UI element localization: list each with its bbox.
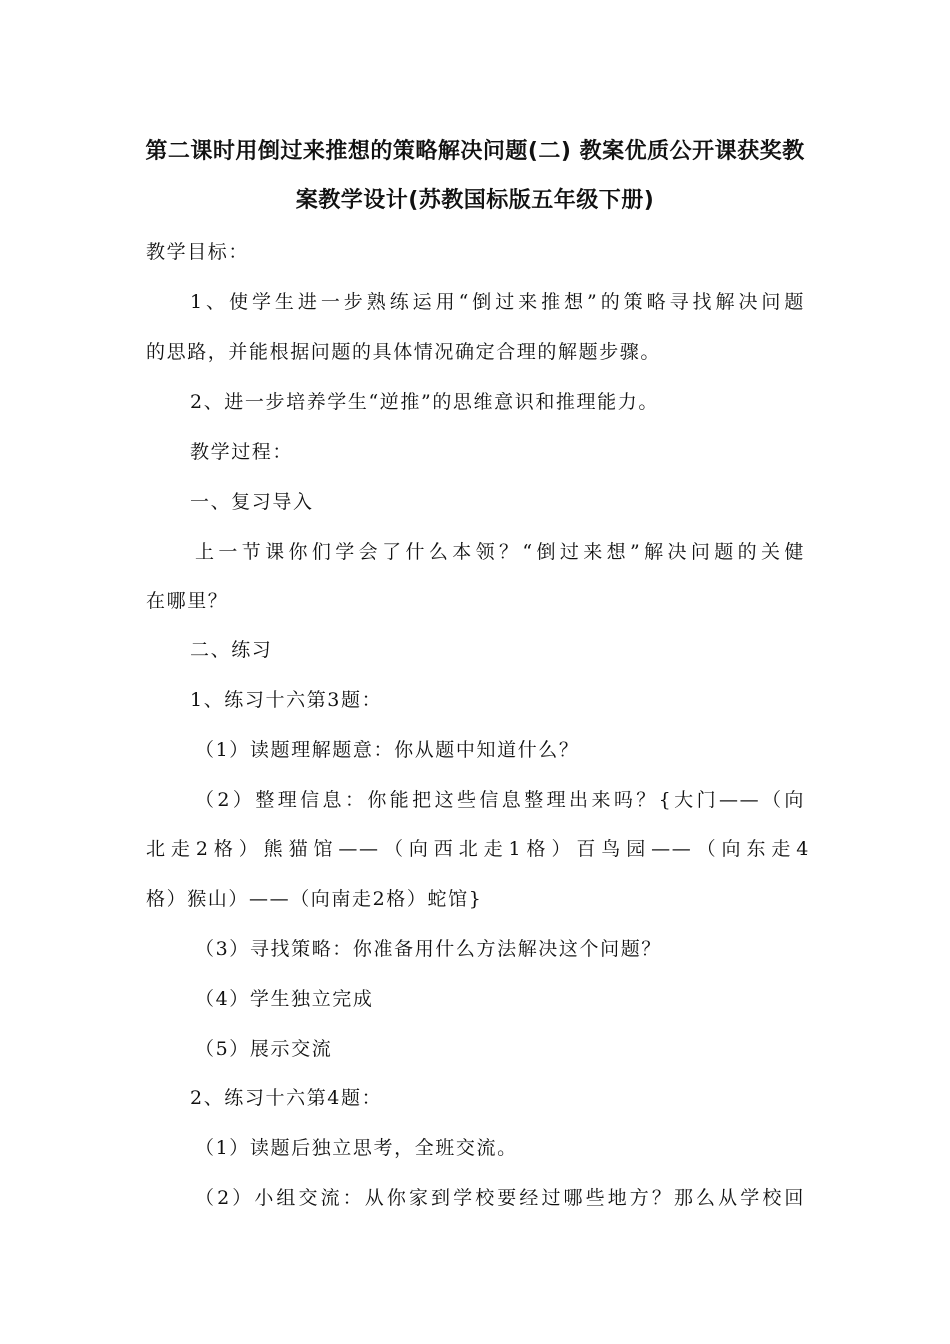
paragraph-line: 北走2格）熊猫馆——（向西北走1格）百鸟园——（向东走4 [146, 838, 810, 860]
paragraph-line: 的思路，并能根据问题的具体情况确定合理的解题步骤。 [146, 341, 662, 363]
paragraph-line: （5）展示交流 [195, 1038, 333, 1060]
exercise-heading: 2、练习十六第4题： [190, 1087, 383, 1109]
paragraph-line: 格）猴山）——（向南走2格）蛇馆} [146, 888, 483, 910]
paragraph-line: （2）小组交流：从你家到学校要经过哪些地方？那么从学校回 [195, 1187, 805, 1209]
section-heading-objectives: 教学目标： [146, 241, 250, 263]
exercise-heading: 1、练习十六第3题： [190, 689, 383, 711]
paragraph-line: （1）读题理解题意：你从题中知道什么？ [195, 739, 580, 761]
paragraph-line: （1）读题后独立思考，全班交流。 [195, 1137, 518, 1159]
paragraph-line: （2）整理信息：你能把这些信息整理出来吗？{大门——（向 [195, 789, 805, 811]
section-heading-review: 一、复习导入 [190, 491, 314, 513]
document-title-line-1: 第二课时用倒过来推想的策略解决问题(二) 教案优质公开课获奖教 [145, 139, 805, 164]
section-heading-practice: 二、练习 [190, 639, 273, 661]
paragraph-line: 在哪里？ [146, 590, 229, 612]
paragraph-line: 1、使学生进一步熟练运用“倒过来推想”的策略寻找解决问题 [190, 291, 805, 313]
paragraph-line: 2、进一步培养学生“逆推”的思维意识和推理能力。 [190, 391, 659, 413]
paragraph-line: （4）学生独立完成 [195, 988, 374, 1010]
paragraph-line: （3）寻找策略：你准备用什么方法解决这个问题？ [195, 938, 662, 960]
section-heading-process: 教学过程： [190, 441, 294, 463]
paragraph-line: 上一节课你们学会了什么本领？“倒过来想”解决问题的关健 [195, 541, 805, 563]
document-title-line-2: 案教学设计(苏教国标版五年级下册) [295, 188, 655, 213]
